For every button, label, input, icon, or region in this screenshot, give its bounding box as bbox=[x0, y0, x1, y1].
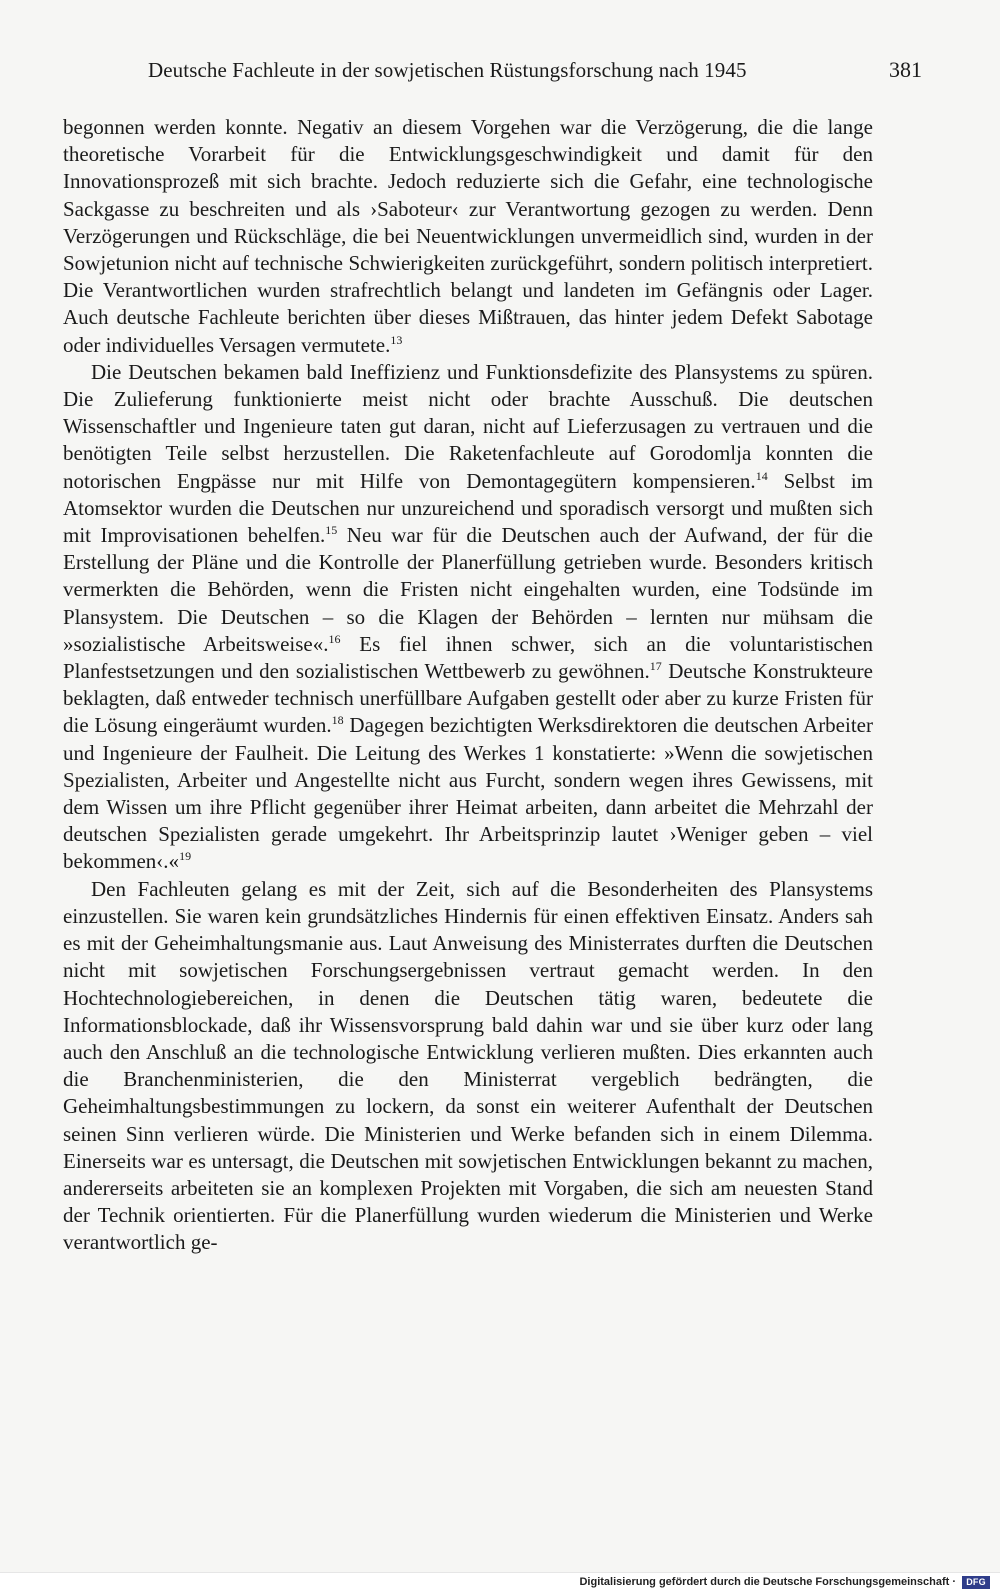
text-segment: Deutsche Konstrukteure beklagten, daß entweder technisch unerfüllbare Aufgaben gestellt oder aber zu kurze Fristen für die Lösung eingeräumt wurden. bbox=[63, 659, 873, 738]
text-segment: begonnen werden konnte. Negativ an diesem Vorgehen war die Verzögerung, die die lange theoretische Vorarbeit für die Entwicklungsgeschwindigkeit und damit für den Innovationsprozeß mit sich brachte. Jedoch reduzierte sich die Gefahr, eine technologische Sackgasse zu beschreiten und als ›Saboteur‹ zur Verantwortung gezogen zu werden. Denn Verzögerungen und Rückschläge, die bei Neuentwicklungen unvermeidlich sind, wurden in der Sowjetunion nicht auf technische Schwierigkeiten zurückgeführt, sondern politisch interpretiert. Die Verantwortlichen wurden strafrechtlich belangt und landeten im Gefängnis oder Lager. Auch deutsche Fachleute berichten über dieses Mißtrauen, das hinter jedem Defekt Sabotage oder individuelles Versagen vermutete. bbox=[63, 115, 873, 357]
digitization-footer bbox=[0, 1572, 1000, 1593]
footnote-reference: 18 bbox=[331, 713, 344, 728]
text-segment: Selbst im Atomsektor wurden die Deutschen nur unzureichend und sporadisch versorgt und mußten sich mit Improvisationen behelfen. bbox=[63, 468, 873, 548]
paragraph bbox=[63, 114, 873, 359]
footnote-reference: 17 bbox=[649, 659, 662, 674]
funding-credit: Digitalisierung gefördert durch die Deutsche Forschungsgemeinschaft · bbox=[579, 1576, 956, 1588]
body-text bbox=[63, 114, 873, 1257]
footnote-reference: 14 bbox=[755, 468, 768, 483]
text-segment: Die Deutschen bekamen bald Ineffizienz und Funktionsdefizite des Plansystems zu spüren. Die Zulieferung funktionierte meist nicht oder brachte Ausschuß. Die deutschen Wissenschaftler und Ingenieure taten gut daran, nicht auf Lieferzusagen zu vertrauen und die benötigten Teile selbst herzustellen. Die Raketenfachleute auf Gorodomlja konnten die notorischen Engpässe nur mit Hilfe von Demontagegütern kompensieren. bbox=[63, 359, 873, 493]
text-segment: Dagegen bezichtigten Werksdirektoren die deutschen Arbeiter und Ingenieure der Faulheit. Die Leitung des Werkes 1 konstatierte: »Wenn die sowjetischen Spezialisten, Arbeiter und Angestellte nicht aus Furcht, sondern wegen ihres Gewissens, mit dem Wissen um ihre Pflicht gegenüber ihrer Heimat arbeiten, dann arbeitet die Mehrzahl der deutschen Spezialisten gerade umgekehrt. Ihr Arbeitsprinzip lautet ›Weniger geben – viel bekommen‹.« bbox=[63, 713, 873, 874]
footnote-reference: 16 bbox=[328, 631, 341, 646]
text-segment: Neu war für die Deutschen auch der Aufwand, der für die Erstellung der Pläne und die Kontrolle der Planerfüllung getrieben wurde. Besonders kritisch vermerkten die Behörden, wenn die Fristen nicht eingehalten wurden, eine Todsünde im Plansystem. Die Deutschen – so die Klagen der Behörden – lernten nur mühsam die »sozialistische Arbeitsweise«. bbox=[63, 523, 873, 656]
page-number: 381 bbox=[889, 57, 922, 82]
running-title: Deutsche Fachleute in der sowjetischen Rüstungsforschung nach 1945 bbox=[148, 58, 747, 82]
paragraph bbox=[63, 359, 873, 876]
footnote-reference: 13 bbox=[390, 332, 403, 347]
running-header bbox=[60, 58, 950, 88]
dfg-logo: DFG bbox=[962, 1576, 990, 1589]
footnote-reference: 15 bbox=[325, 523, 338, 538]
text-segment: Den Fachleuten gelang es mit der Zeit, sich auf die Besonderheiten des Plansystems einzustellen. Sie waren kein grundsätzliches Hindernis für einen effektiven Einsatz. Anders sah es mit der Geheimhaltungsmanie aus. Laut Anweisung des Ministerrates durften die Deutschen nicht mit sowjetischen Forschungsergebnissen vertraut gemacht werden. In den Hochtechnologiebereichen, in denen die Deutschen tätig waren, bedeutete die Informationsblockade, daß ihr Wissensvorsprung bald dahin war und sie über kurz oder lang auch den Anschluß an die technologische Entwicklung verlieren mußten. Dies erkannten auch die Branchenministerien, die den Ministerrat vergeblich bedrängten, die Geheimhaltungsbestimmungen zu lockern, da sonst ein weiterer Aufenthalt der Deutschen seinen Sinn verlieren würde. Die Ministerien und Werke befanden sich in einem Dilemma. Einerseits war es untersagt, die Deutschen mit sowjetischen Entwicklungen bekannt zu machen, andererseits arbeiteten sie an komplexen Projekten mit Vorgaben, die sich am neuesten Stand der Technik orientierten. Für die Planerfüllung wurden wiederum die Ministerien und Werke verantwortlich ge- bbox=[63, 876, 873, 1255]
text-segment: Es fiel ihnen schwer, sich an die voluntaristischen Planfestsetzungen und den sozialistischen Wettbewerb zu gewöhnen. bbox=[63, 631, 874, 684]
footnote-reference: 19 bbox=[179, 849, 192, 864]
paragraph bbox=[63, 876, 873, 1257]
